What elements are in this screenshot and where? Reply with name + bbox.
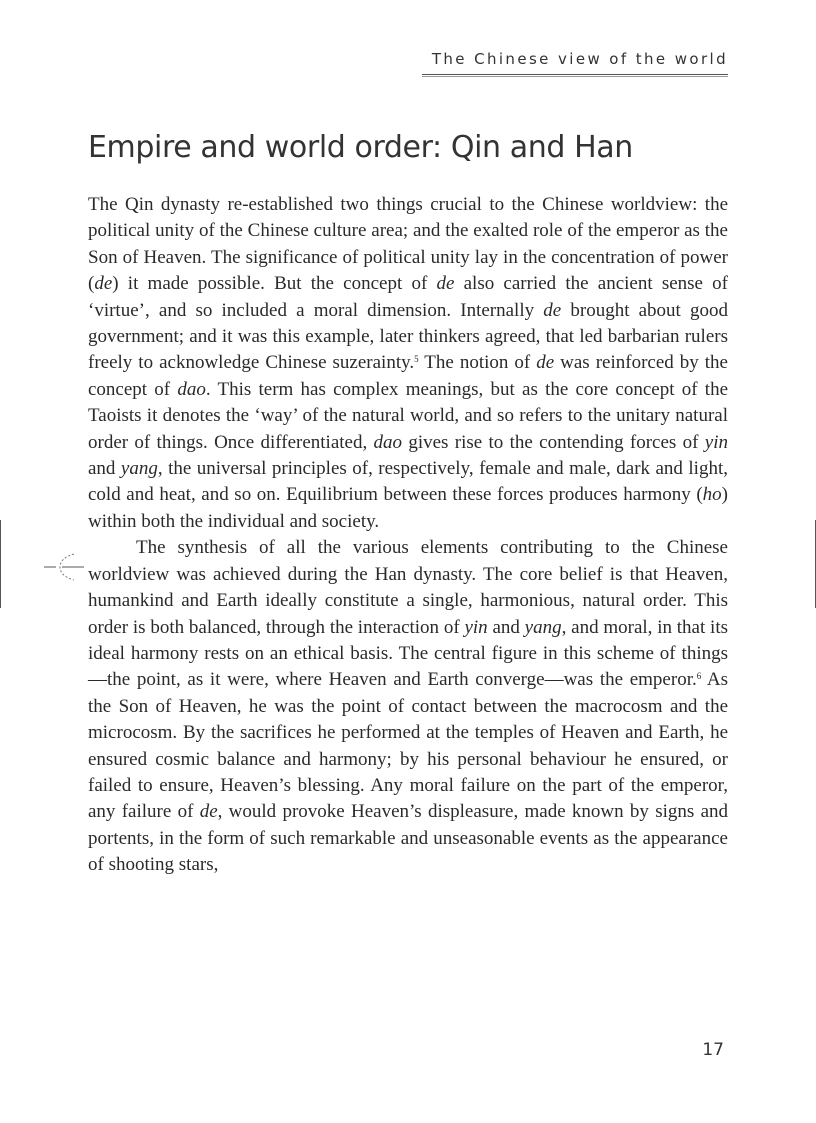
footnote-ref-6: 6 (696, 671, 702, 682)
header-rule (422, 74, 728, 77)
page-number: 17 (702, 1040, 724, 1060)
running-header: The Chinese view of the world (431, 50, 728, 68)
footnote-ref-5: 5 (414, 354, 419, 365)
body-text (88, 192, 728, 879)
crop-mark-left (0, 520, 1, 608)
paragraph-1: The Qin dynasty re-established two things crucial to the Chinese worldview: the political unity of the Chinese culture area; and the exalted role of the emperor as the Son of Heaven. The significance of political unity lay in the concentration of power (de) it made possible. But the concept of de also carried the ancient sense of ‘virtue’, and so included a moral dimension. Internally de brought about good government; and it was this example, later thinkers agreed, that led barbarian rulers freely to acknowledge Chinese suzerainty.$^5$ The notion of de was reinforced by the concept of dao. This term has complex meanings, but as the core concept of the Taoists it denotes the ‘way’ of the natural world, and so refers to the unitary natural order of things. Once differentiated, dao gives rise to the contending forces of yin and yang, the universal principles of, respectively, female and male, dark and light, cold and heat, and so on. Equilibrium between these forces produces harmony (ho) within both the individual and society. (88, 194, 729, 532)
paragraph-2: The synthesis of all the various elements contributing to the Chinese worldview was achieved during the Han dynasty. The core belief is that Heaven, humankind and Earth ideally constitute a single, harmonious, natural order. This order is both balanced, through the interaction of yin and yang, and moral, in that its ideal harmony rests on an ethical basis. The central figure in this scheme of things—the point, as it were, where Heaven and Earth converge—was the emperor.$^6$ As the Son of Heaven, he was the point of contact between the macrocosm and the microcosm. By the sacrifices he performed at the temples of Heaven and Earth, he ensured cosmic balance and harmony; by his personal behaviour he ensured, or failed to ensure, Heaven’s blessing. Any moral failure on the part of the emperor, any failure of de, would provoke Heaven’s displeasure, made known by signs and portents, in the form of such remarkable and unseasonable events as the appearance of shooting stars, (88, 537, 728, 876)
section-title: Empire and world order: Qin and Han (88, 130, 633, 165)
registration-mark-icon (44, 550, 84, 584)
